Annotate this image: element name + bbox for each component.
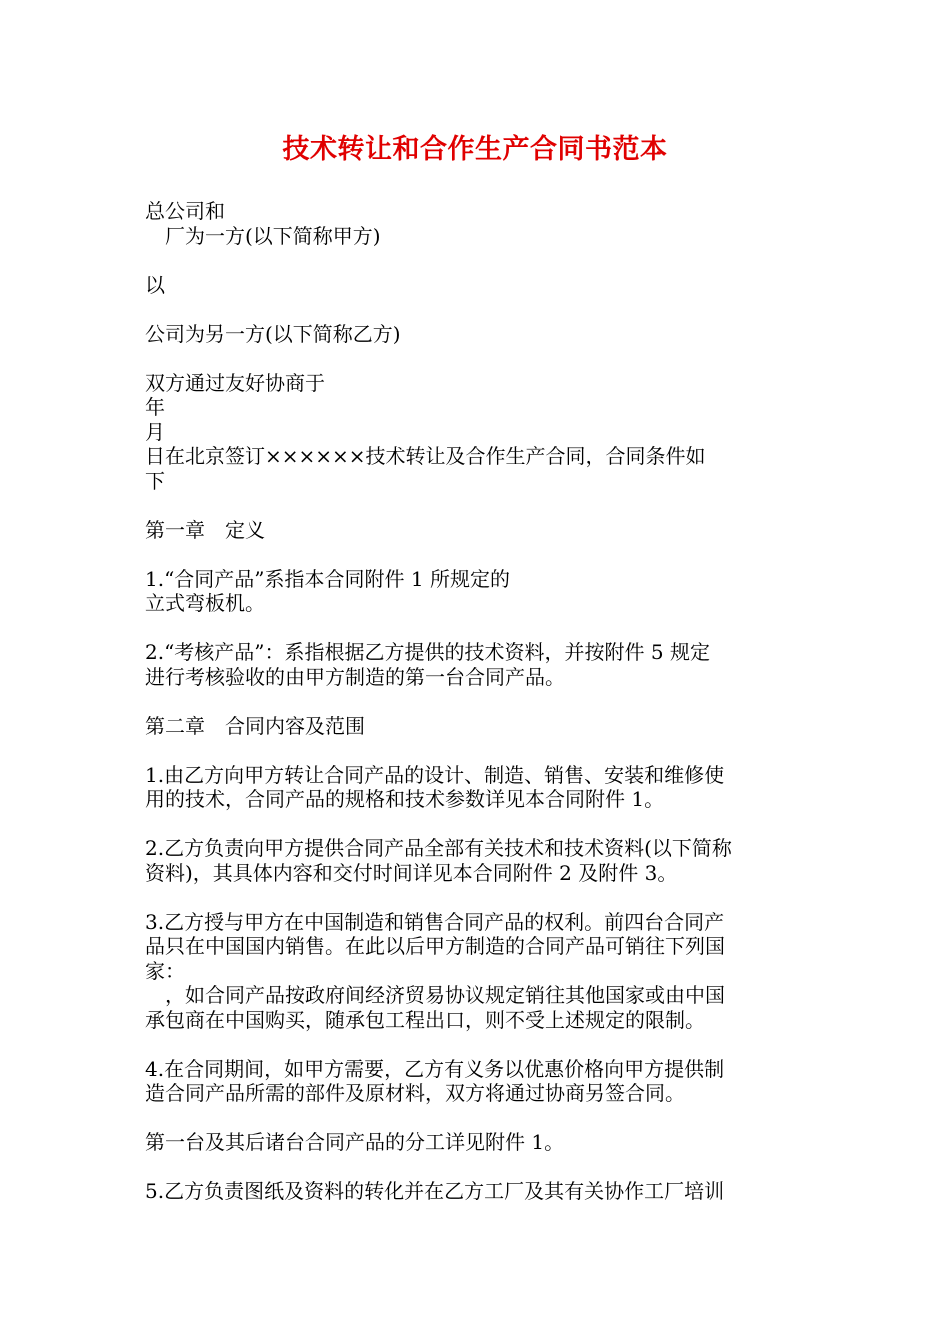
text-line: 资料)，其具体内容和交付时间详见本合同附件 2 及附件 3。 [145,860,678,885]
clause-2-1 [145,763,810,812]
text-line: 双方通过友好协商于 [145,370,325,395]
paragraph-parties-b [145,322,810,347]
text-line: 4.在合同期间，如甲方需要，乙方有义务以优惠价格向甲方提供制 [145,1056,725,1081]
document-title: 技术转让和合作生产合同书范本 [282,134,668,165]
document-body [145,199,810,1228]
text-line: 品只在中国国内销售。在此以后甲方制造的合同产品可销往下列国 [145,934,725,958]
text-line: 立式弯板机。 [145,591,265,615]
text-line: 造合同产品所需的部件及原材料，双方将通过协商另签合同。 [145,1081,685,1105]
text-line: 以 [145,272,165,297]
text-line: 2.乙方负责向甲方提供合同产品全部有关技术和技术资料(以下简称 [145,836,732,860]
text-line: 第一台及其后诸台合同产品的分工详见附件 1。 [145,1130,565,1154]
text-line: 第二章 合同内容及范围 [145,713,365,738]
paragraph-and [145,273,810,298]
text-line: 1.“合同产品”系指本合同附件 1 所规定的 [145,566,510,591]
text-line: ，如合同产品按政府间经济贸易协议规定销往其他国家或由中国 [165,983,725,1007]
text-line: 用的技术，合同产品的规格和技术参数详见本合同附件 1。 [145,787,665,811]
text-line: 月 [145,419,165,444]
text-line: 家： [145,958,185,983]
text-line: 公司为另一方(以下简称乙方) [145,321,401,346]
text-line: 2.“考核产品”：系指根据乙方提供的技术资料，并按附件 5 规定 [145,640,710,664]
text-line: 3.乙方授与甲方在中国制造和销售合同产品的权利。前四台合同产 [145,909,725,934]
clause-1-2 [145,640,810,689]
clause-2-5 [145,1179,810,1204]
text-line: 厂为一方(以下简称甲方) [165,223,381,248]
text-line: 日在北京签订××××××技术转让及合作生产合同，合同条件如 [145,444,706,468]
chapter-heading-2 [145,714,810,739]
clause-2-division [145,1130,810,1155]
clause-2-3 [145,910,810,1033]
text-line: 第一章 定义 [145,517,265,542]
paragraph-signing [145,371,810,494]
text-line: 年 [145,395,165,419]
text-line: 1.由乙方向甲方转让合同产品的设计、制造、销售、安装和维修使 [145,762,725,787]
clause-2-2 [145,836,810,885]
paragraph-parties-a [145,199,810,248]
chapter-heading-1 [145,518,810,543]
text-line: 进行考核验收的由甲方制造的第一台合同产品。 [145,664,565,689]
clause-2-4 [145,1057,810,1106]
text-line: 5.乙方负责图纸及资料的转化并在乙方工厂及其有关协作工厂培训 [145,1179,725,1203]
text-line: 总公司和 [145,199,225,223]
clause-1-1 [145,567,810,616]
text-line: 下 [145,468,165,493]
text-line: 承包商在中国购买，随承包工程出口，则不受上述规定的限制。 [145,1007,705,1032]
